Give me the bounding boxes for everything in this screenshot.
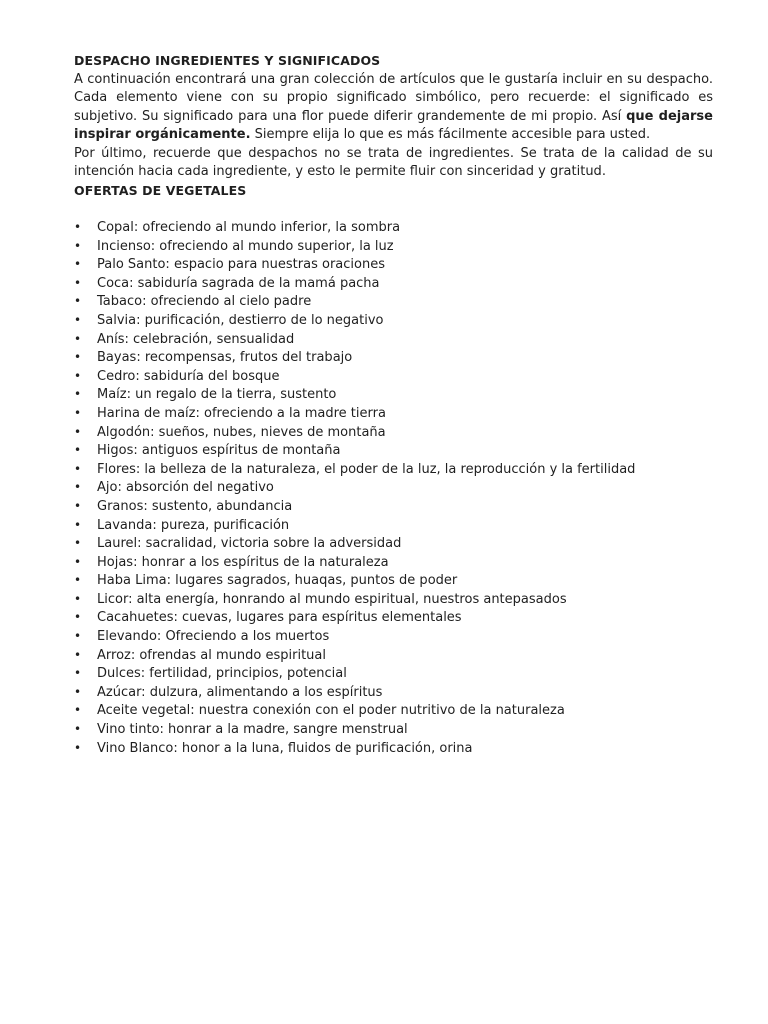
list-item-text: Arroz: ofrendas al mundo espiritual [97,647,327,663]
list-item-text: Algodón: sueños, nubes, nieves de montaña [97,424,386,440]
list-item-text: Bayas: recompensas, frutos del trabajo [97,350,353,366]
bullet-icon: • [74,536,82,551]
list-item [74,441,713,460]
list-item-text: Tabaco: ofreciendo al cielo padre [97,294,312,310]
list-item-text: Harina de maíz: ofreciendo a la madre tierra [97,405,386,421]
list-item [74,497,713,516]
bullet-icon: • [74,387,82,402]
list-item-text: Aceite vegetal: nuestra conexión con el poder nutritivo de la naturaleza [97,703,565,719]
list-item [74,367,713,386]
list-item [74,590,713,609]
offerings-list [74,218,713,757]
list-item [74,534,713,553]
list-item [74,348,713,367]
list-item-text: Flores: la belleza de la naturaleza, el poder de la luz, la reproducción y la fertilidad [97,461,636,477]
list-item [74,218,713,237]
list-item-text: Cedro: sabiduría del bosque [97,368,280,384]
list-item-text: Azúcar: dulzura, alimentando a los espíritus [97,684,383,700]
bullet-icon: • [74,610,82,625]
list-item [74,478,713,497]
bullet-icon: • [74,275,82,290]
list-item-text: Hojas: honrar a los espíritus de la naturaleza [97,554,389,570]
bullet-icon: • [74,331,82,346]
list-item-text: Laurel: sacralidad, victoria sobre la adversidad [97,536,402,552]
bullet-icon: • [74,517,82,532]
list-item [74,664,713,683]
list-item-text: Lavanda: pureza, purificación [97,517,290,533]
bullet-icon: • [74,405,82,420]
bullet-icon: • [74,629,82,644]
list-item [74,237,713,256]
list-item [74,292,713,311]
bullet-icon: • [74,666,82,681]
bullet-icon: • [74,591,82,606]
list-item-text: Copal: ofreciendo al mundo inferior, la sombra [97,220,401,235]
list-item [74,385,713,404]
document-page [74,52,713,757]
closing-paragraph: Por último, recuerde que despachos no se trata de ingredientes. Se trata de la calidad de su intención hacia cada ingrediente, y esto le permite fluir con sinceridad y gratitud. [74,145,713,179]
list-item [74,720,713,739]
intro-paragraph [74,71,713,145]
list-item-text: Vino Blanco: honor a la luna, fluidos de purificación, orina [97,740,473,756]
list-item [74,739,713,758]
list-item [74,330,713,349]
list-item-text: Vino tinto: honrar a la madre, sangre menstrual [97,722,408,738]
bullet-icon: • [74,480,82,495]
bullet-icon: • [74,238,82,253]
intro-text: A continuación encontrará una gran colección de artículos que le gustaría incluir en su despacho. Cada elemento viene con su propio significado simbólico, pero recuerde: el significado es subjetivo. Su significado para una flor puede diferir grandemente de mi propio. Así [74,71,713,124]
list-item-text: Palo Santo: espacio para nuestras oraciones [97,257,385,273]
bullet-icon: • [74,684,82,699]
bullet-icon: • [74,703,82,718]
bullet-icon: • [74,257,82,272]
list-item [74,608,713,627]
list-item [74,274,713,293]
list-item-text: Anís: celebración, sensualidad [97,331,295,347]
bullet-icon: • [74,740,82,755]
document-title: DESPACHO INGREDIENTES Y SIGNIFICADOS [74,53,381,68]
bullet-icon: • [74,350,82,365]
list-item-text: Salvia: purificación, destierro de lo negativo [97,312,384,328]
bullet-icon: • [74,294,82,309]
list-item [74,423,713,442]
list-item-text: Haba Lima: lugares sagrados, huaqas, puntos de poder [97,573,458,589]
bullet-icon: • [74,368,82,383]
list-item-text: Maíz: un regalo de la tierra, sustento [97,387,337,403]
intro-text-end: Siempre elija lo que es más fácilmente accesible para usted. [250,127,651,142]
bullet-icon: • [74,461,82,476]
list-item [74,516,713,535]
list-item [74,311,713,330]
list-item [74,404,713,423]
section-title: OFERTAS DE VEGETALES [74,182,247,198]
list-item [74,701,713,720]
list-item [74,255,713,274]
list-item [74,460,713,479]
list-item-text: Elevando: Ofreciendo a los muertos [97,629,330,645]
list-item [74,646,713,665]
list-item-text: Granos: sustento, abundancia [97,498,293,514]
list-item-text: Coca: sabiduría sagrada de la mamá pacha [97,275,380,291]
bullet-icon: • [74,312,82,327]
bullet-icon: • [74,647,82,662]
list-item [74,627,713,646]
list-item-text: Higos: antiguos espíritus de montaña [97,443,341,459]
list-item-text: Incienso: ofreciendo al mundo superior, la luz [97,238,394,254]
list-item-text: Dulces: fertilidad, principios, potencial [97,666,347,682]
intro-emphasis: que dejarse inspirar orgánicamente. [74,108,713,142]
list-item-text: Licor: alta energía, honrando al mundo espiritual, nuestros antepasados [97,591,567,607]
bullet-icon: • [74,554,82,569]
bullet-icon: • [74,220,82,234]
list-item [74,683,713,702]
bullet-icon: • [74,498,82,513]
bullet-icon: • [74,443,82,458]
bullet-icon: • [74,573,82,588]
bullet-icon: • [74,722,82,737]
list-item [74,571,713,590]
list-item [74,553,713,572]
list-item-text: Cacahuetes: cuevas, lugares para espíritus elementales [97,610,462,626]
list-item-text: Ajo: absorción del negativo [97,480,274,496]
bullet-icon: • [74,424,82,439]
